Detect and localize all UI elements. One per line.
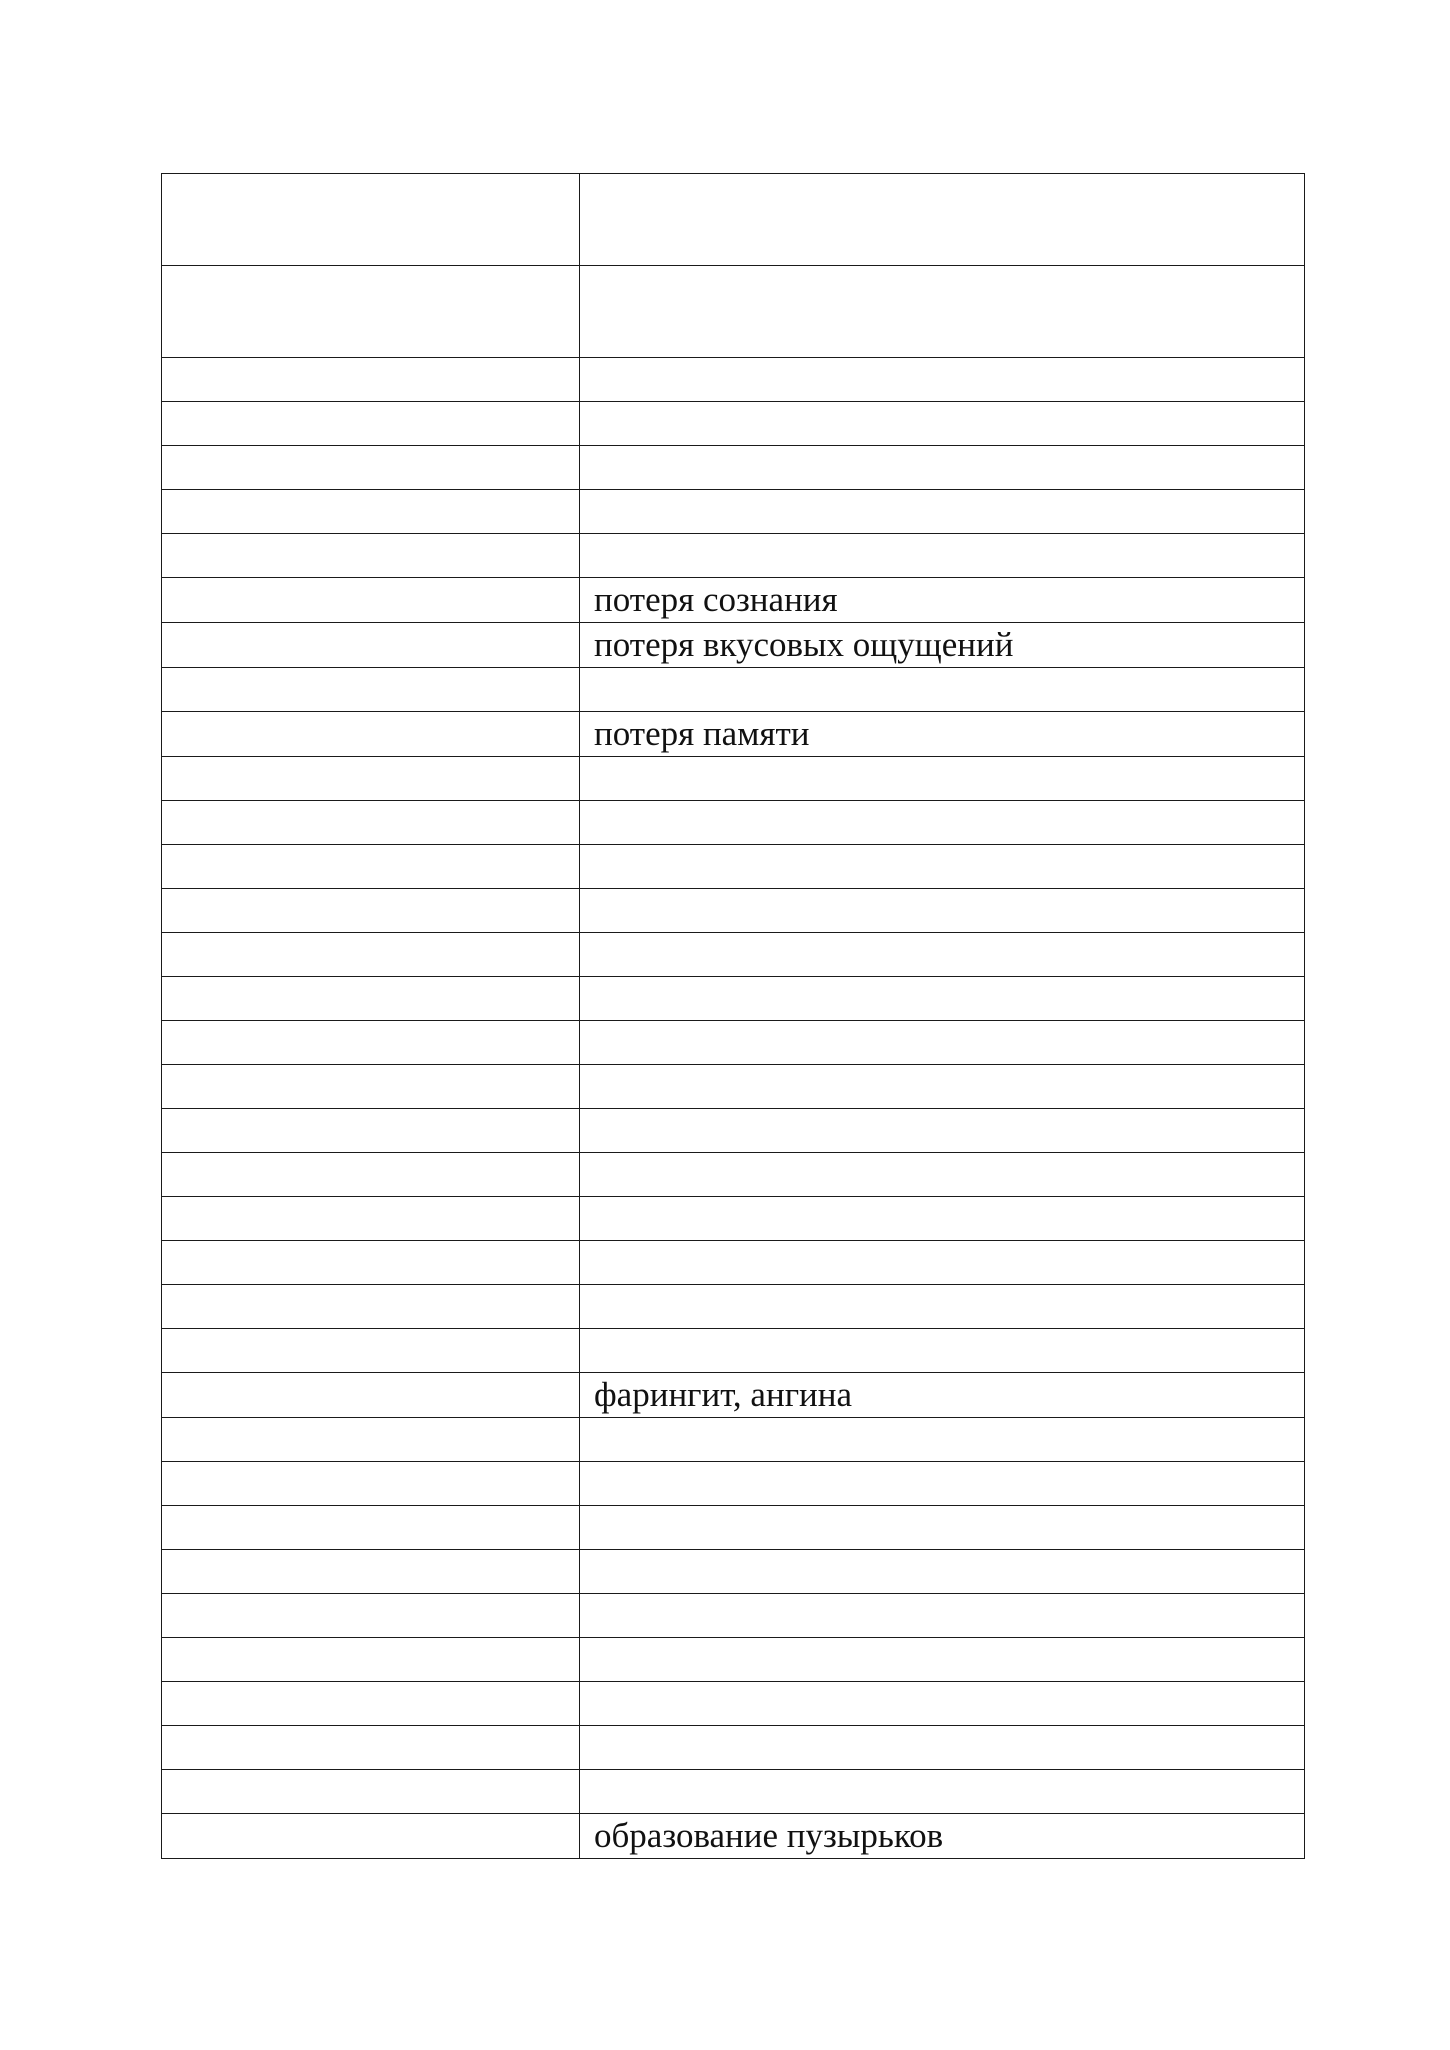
table-cell-right <box>580 1241 1305 1285</box>
table-cell-right <box>580 757 1305 801</box>
table-cell-left <box>162 490 580 534</box>
table-cell-right <box>580 1506 1305 1550</box>
table-cell-left <box>162 266 580 358</box>
table-row <box>162 1109 1305 1153</box>
table-cell-left <box>162 977 580 1021</box>
table-row <box>162 668 1305 712</box>
table-row <box>162 266 1305 358</box>
table-cell-left <box>162 1814 580 1859</box>
table-cell-left <box>162 1065 580 1109</box>
table-cell-right <box>580 1770 1305 1814</box>
table-row <box>162 1638 1305 1682</box>
table-cell-left <box>162 801 580 845</box>
table-row <box>162 1065 1305 1109</box>
table-cell-right <box>580 1065 1305 1109</box>
table-row <box>162 446 1305 490</box>
table-row <box>162 174 1305 266</box>
table-cell-right <box>580 446 1305 490</box>
table-cell-left <box>162 668 580 712</box>
table-cell-right <box>580 1682 1305 1726</box>
table-cell-left <box>162 1770 580 1814</box>
symptom-table <box>161 173 1305 1859</box>
table-cell-left <box>162 1594 580 1638</box>
table-cell-left <box>162 712 580 757</box>
table-cell-left <box>162 174 580 266</box>
table-cell-left <box>162 1418 580 1462</box>
table-row <box>162 534 1305 578</box>
table-cell-left <box>162 1506 580 1550</box>
table-cell-right: потеря вкусовых ощущений <box>580 623 1305 668</box>
table-row <box>162 712 1305 757</box>
table-row <box>162 1506 1305 1550</box>
table-cell-right <box>580 889 1305 933</box>
table-cell-right <box>580 1197 1305 1241</box>
table-cell-left <box>162 757 580 801</box>
table-cell-right <box>580 1329 1305 1373</box>
table-cell-right <box>580 845 1305 889</box>
table-row <box>162 933 1305 977</box>
table-row <box>162 845 1305 889</box>
table-cell-right <box>580 1594 1305 1638</box>
table-row <box>162 1462 1305 1506</box>
table-cell-right <box>580 1462 1305 1506</box>
table-cell-right <box>580 1153 1305 1197</box>
table-cell-right <box>580 1109 1305 1153</box>
table-cell-left <box>162 1285 580 1329</box>
table-cell-right: потеря сознания <box>580 578 1305 623</box>
table-row <box>162 1329 1305 1373</box>
table-cell-right <box>580 1418 1305 1462</box>
table-row <box>162 1418 1305 1462</box>
table-row <box>162 490 1305 534</box>
table-row <box>162 358 1305 402</box>
table-cell-right: образование пузырьков <box>580 1814 1305 1859</box>
table-cell-right: потеря памяти <box>580 712 1305 757</box>
table-cell-left <box>162 1241 580 1285</box>
table-cell-right: фарингит, ангина <box>580 1373 1305 1418</box>
table-cell-right <box>580 1638 1305 1682</box>
table-row <box>162 1726 1305 1770</box>
table-cell-right <box>580 668 1305 712</box>
table-cell-left <box>162 1638 580 1682</box>
table-cell-left <box>162 402 580 446</box>
table-cell-left <box>162 1726 580 1770</box>
table-cell-left <box>162 1682 580 1726</box>
table-cell-left <box>162 1153 580 1197</box>
table-cell-left <box>162 578 580 623</box>
table-cell-left <box>162 1373 580 1418</box>
table-cell-left <box>162 1550 580 1594</box>
table-cell-right <box>580 402 1305 446</box>
table-row <box>162 623 1305 668</box>
table-row <box>162 1197 1305 1241</box>
table-cell-left <box>162 534 580 578</box>
table-cell-right <box>580 174 1305 266</box>
table-row <box>162 1770 1305 1814</box>
table-cell-right <box>580 933 1305 977</box>
table-cell-left <box>162 1109 580 1153</box>
table-cell-right <box>580 801 1305 845</box>
table-body <box>162 174 1305 1859</box>
table-row <box>162 1594 1305 1638</box>
table-cell-right <box>580 490 1305 534</box>
table-cell-right <box>580 534 1305 578</box>
table-row <box>162 1373 1305 1418</box>
table-cell-left <box>162 1197 580 1241</box>
table-cell-right <box>580 266 1305 358</box>
table-cell-right <box>580 1726 1305 1770</box>
table-cell-right <box>580 977 1305 1021</box>
table-cell-left <box>162 1021 580 1065</box>
table-cell-left <box>162 623 580 668</box>
table-row <box>162 1682 1305 1726</box>
table-row <box>162 402 1305 446</box>
table-cell-left <box>162 1462 580 1506</box>
table-cell-left <box>162 1329 580 1373</box>
table-row <box>162 977 1305 1021</box>
table-cell-right <box>580 1021 1305 1065</box>
table-row <box>162 757 1305 801</box>
table-cell-left <box>162 933 580 977</box>
table-row <box>162 1153 1305 1197</box>
table-cell-left <box>162 446 580 490</box>
table-row <box>162 801 1305 845</box>
table-cell-right <box>580 358 1305 402</box>
table-cell-left <box>162 889 580 933</box>
table-row <box>162 1550 1305 1594</box>
table-cell-left <box>162 845 580 889</box>
table-row <box>162 889 1305 933</box>
table-row <box>162 1814 1305 1859</box>
table-cell-right <box>580 1285 1305 1329</box>
table-row <box>162 1285 1305 1329</box>
table-row <box>162 1241 1305 1285</box>
table-row <box>162 578 1305 623</box>
table-cell-right <box>580 1550 1305 1594</box>
table-row <box>162 1021 1305 1065</box>
table-cell-left <box>162 358 580 402</box>
